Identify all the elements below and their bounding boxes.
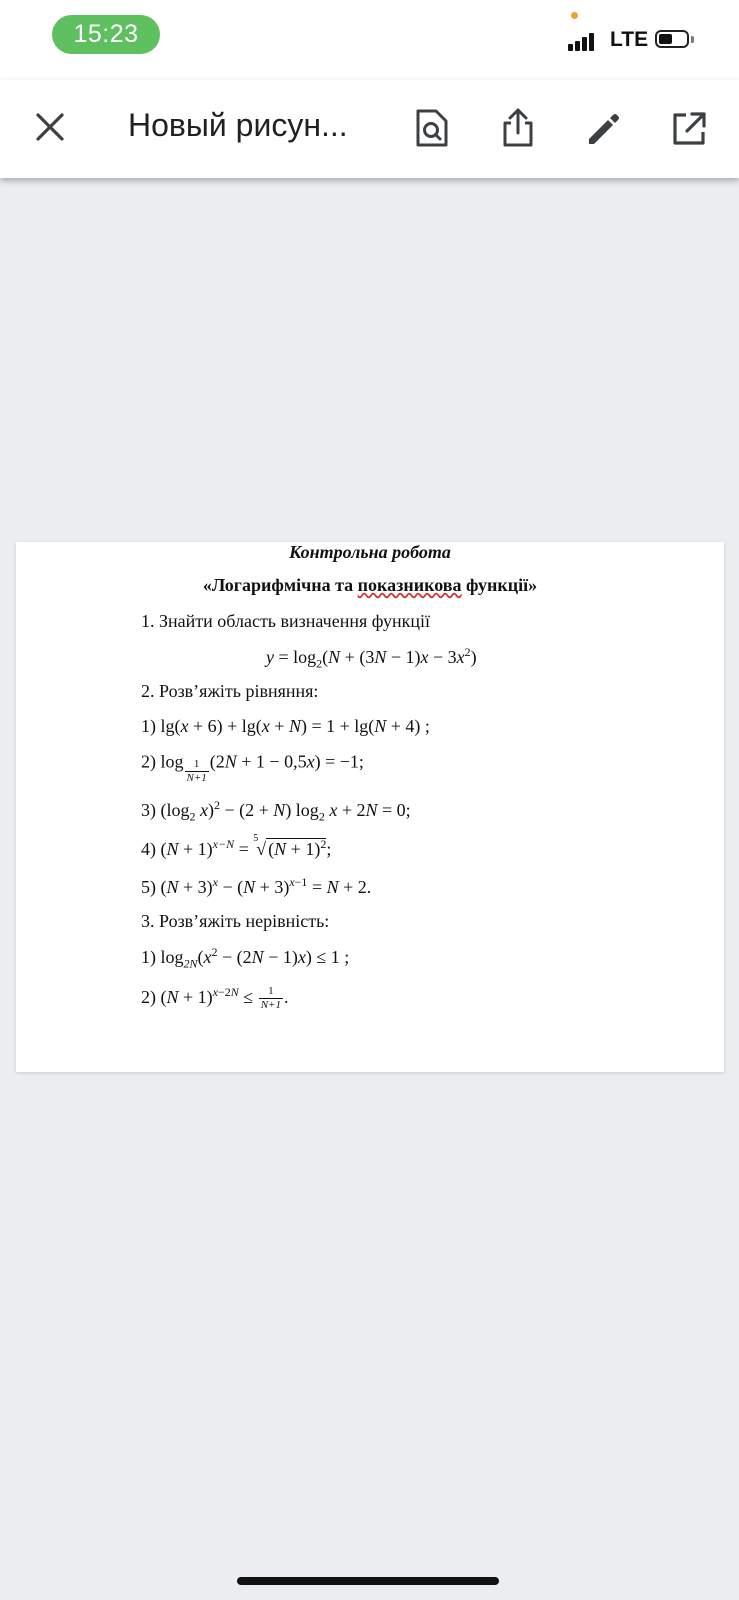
document-page	[16, 542, 724, 1072]
privacy-indicator-dot	[571, 12, 578, 19]
edit-pencil-icon[interactable]	[584, 110, 622, 148]
open-external-icon[interactable]	[670, 110, 708, 148]
subheading-part: функції»	[461, 575, 538, 595]
home-indicator[interactable]	[237, 1577, 499, 1585]
inequality-1: 1) $\log_{2N}(x^2 - (2N - 1)x) \le 1$ ;	[141, 945, 350, 971]
equation-4: 4) $(N + 1)^{x-N} = ^5√$ $(N + 1)^2$;	[141, 833, 332, 859]
status-time: 15:23	[52, 15, 160, 54]
network-type: LTE	[610, 28, 649, 51]
equation-3: 3) ($\log_2$ x)$^2$ − (2 + N) $\log_2 x + 2N = 0$;	[141, 798, 411, 824]
signal-bars-icon	[568, 33, 596, 51]
inequality-2: 2) $(N + 1)^{x-2N}$ ≤ $\frac{1}{N+1}$ .	[141, 985, 289, 1012]
close-icon[interactable]	[32, 109, 68, 145]
task1-formula: $y = \log_2(N + (3N - 1)x - 3x^2)$	[266, 645, 477, 671]
equation-1: 1) lg(x + 6) + lg(x + N) = 1 + lg(N + 4) ;	[141, 716, 430, 736]
app-bar	[0, 80, 739, 178]
task2-title: 2. Розв’яжіть рівняння:	[141, 681, 319, 701]
share-icon[interactable]	[500, 106, 536, 148]
battery-icon	[655, 30, 695, 50]
search-document-icon[interactable]	[414, 108, 450, 148]
subheading-part: «Логарифмічна та	[202, 575, 358, 595]
subheading-underlined-word: показникова	[357, 575, 462, 595]
status-bar	[0, 0, 739, 80]
equation-2: 2) log $\frac{1}{N+1}$ (2N + 1 − 0,5x) = −1;	[141, 751, 364, 784]
task3-title: 3. Розв’яжіть нерівність:	[141, 911, 330, 931]
document-heading: Контрольна робота	[289, 542, 451, 562]
task1-title: 1. Знайти область визначення функції	[141, 611, 430, 631]
equation-5: 5) $(N + 3)^x - (N + 3)^{x-1} = N + 2$.	[141, 875, 372, 897]
document-subheading	[16, 575, 724, 596]
document-title: Новый рисун...	[128, 107, 348, 143]
